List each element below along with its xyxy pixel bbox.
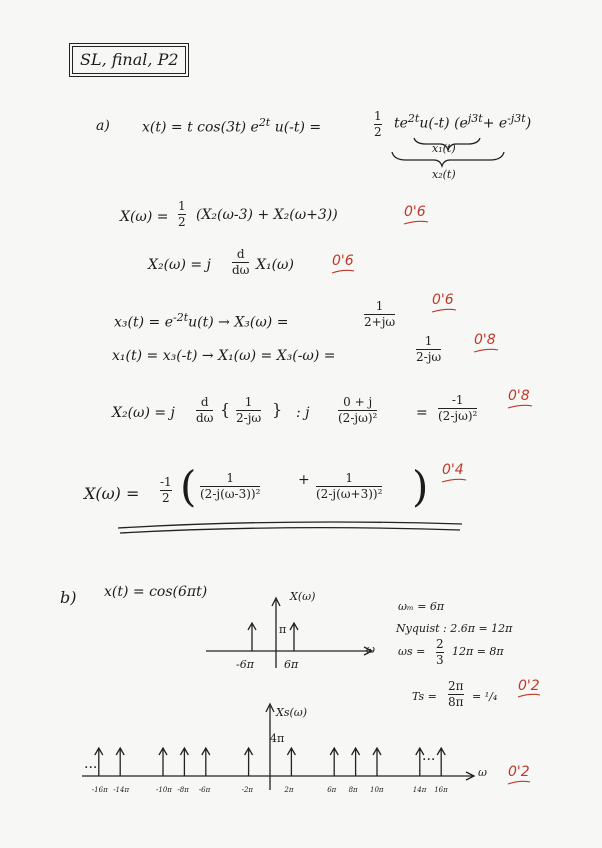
plot2-tick-label: 14π — [412, 786, 427, 794]
plot2-impulse — [245, 748, 253, 776]
score-2: 0'6 — [332, 253, 354, 269]
plot1-ylabel: X(ω) — [290, 590, 316, 603]
eq-line1-half: 1 2 — [374, 109, 382, 139]
plot2-impulse — [95, 748, 103, 776]
plot2-impulse — [330, 748, 338, 776]
plot2-impulse — [180, 748, 188, 776]
plot2-ylabel: Xs(ω) — [276, 706, 308, 719]
final-paren-open: ( — [180, 462, 197, 511]
eq-x1-frac: 1 2-jω — [416, 334, 442, 364]
eq-x3: $x_3(t) = e^{-2t}u(t) \to X_3(\omega)$ = — [114, 311, 289, 331]
score-8: 0'2 — [508, 764, 530, 780]
ts-rhs: = ¹/₄ — [472, 690, 498, 703]
plot2-impulse — [352, 748, 360, 776]
plot2-tick-label: 2π — [284, 786, 294, 794]
eq-line1-rhs: $te^{2t}u(-t)$ $(e^{j3t}+ e^{-j3t})$ — [394, 112, 532, 132]
eq-X-lhs: X(ω) = — [120, 209, 169, 225]
eq-X2b-inner: 1 2-jω — [236, 395, 262, 425]
plot2-tick-label: 6π — [327, 786, 337, 794]
part-b-label: b) — [60, 588, 77, 607]
plot2-xlabel: ω — [478, 766, 487, 779]
plot2-tick-label: -8π — [177, 786, 189, 794]
eq-X-half: 1 2 — [178, 199, 186, 229]
score-7: 0'2 — [518, 678, 540, 694]
eq-X2b-eq2: = — [416, 405, 428, 421]
part-a-label: a) — [96, 118, 110, 134]
ws-frac: 2 3 — [436, 637, 444, 667]
brace-x1-label: x₁(t) — [432, 142, 456, 155]
eq-line1-lhs: x(t) = t cos(3t) $e^{2t}$ u(-t) = — [142, 116, 322, 136]
plot2-impulse — [373, 748, 381, 776]
page-title: SL, final, P2 — [80, 50, 179, 69]
final-paren-close: ) — [412, 462, 429, 511]
final-plus: + — [298, 472, 310, 488]
plot2-dots-right: ... — [422, 748, 436, 764]
eq-X2-lhs: X₂(ω) = j — [148, 257, 211, 273]
final-frac2: 1 (2-j(ω+3))² — [316, 471, 383, 501]
plot2-tick-label: 10π — [370, 786, 384, 794]
eq-X2b-frac2: 0 + j (2-jω)² — [338, 395, 378, 425]
score-5: 0'8 — [508, 388, 530, 404]
plot1-xlabel: ω — [366, 643, 375, 656]
eq-x3-frac: 1 2+jω — [364, 299, 396, 329]
plot2-dots-left: ... — [84, 756, 98, 772]
nyquist-text: Nyquist : 2.6π = 12π — [396, 622, 513, 635]
plot2-impulse — [159, 748, 167, 776]
plot2-impulse — [287, 748, 295, 776]
brace-x2-label: x₂(t) — [432, 168, 456, 181]
final-frac1: 1 (2-j(ω-3))² — [200, 471, 261, 501]
plot1-impulse-neg — [248, 623, 256, 651]
ws-rhs: 12π = 8π — [452, 645, 504, 658]
score-1: 0'6 — [404, 204, 426, 220]
score-4: 0'8 — [474, 332, 496, 348]
plot2-tick-label: 16π — [434, 786, 448, 794]
eq-X2b-eq: : j — [296, 405, 310, 421]
plot1-impulse-pos — [290, 623, 298, 651]
eq-X2b-brace-open: { — [220, 400, 231, 419]
wm-text: ωₘ = 6π — [398, 600, 445, 613]
plot2-tick-label: -16π — [91, 786, 108, 794]
signal-def: x(t) = cos(6πt) — [104, 584, 208, 600]
plot2-impulse — [416, 748, 424, 776]
ts-frac: 2π 8π — [448, 679, 464, 709]
plot2-tick-label: -6π — [198, 786, 211, 794]
brace-x2 — [392, 152, 504, 166]
eq-X2-d: d dω — [232, 247, 250, 277]
eq-X2b-frac3: -1 (2-jω)² — [438, 393, 478, 423]
ts-lhs: Ts = — [412, 690, 437, 703]
eq-X2b-lhs: X₂(ω) = j — [112, 405, 175, 421]
plot2-impulse — [116, 748, 124, 776]
plot2-impulse — [437, 748, 445, 776]
plot2-tick-label: 8π — [348, 786, 358, 794]
eq-X-rhs: (X₂(ω-3) + X₂(ω+3)) — [196, 207, 338, 223]
final-half: -1 2 — [160, 475, 172, 505]
eq-X2b-d: d dω — [196, 395, 214, 425]
eq-X2-rhs: X₁(ω) — [256, 257, 294, 273]
score-3: 0'6 — [432, 292, 454, 308]
final-lhs: X(ω) = — [84, 484, 140, 503]
plot2-height: 4π — [270, 732, 285, 745]
plot1-tick-neg: -6π — [236, 658, 254, 671]
eq-x1: x₁(t) = x₃(-t) → X₁(ω) = X₃(-ω) = — [112, 348, 336, 364]
brace-x1 — [414, 138, 480, 150]
ws-lhs: ωs = — [398, 645, 426, 658]
plot2-tick-label: -2π — [241, 786, 254, 794]
plot1-tick-pos: 6π — [284, 658, 299, 671]
plot2-tick-label: -14π — [113, 786, 130, 794]
plot1-pi: π — [279, 623, 287, 636]
plot2-impulse — [202, 748, 210, 776]
plot2-tick-label: -10π — [156, 786, 172, 794]
eq-X2b-brace-close: } — [272, 400, 283, 419]
score-6: 0'4 — [442, 462, 464, 478]
